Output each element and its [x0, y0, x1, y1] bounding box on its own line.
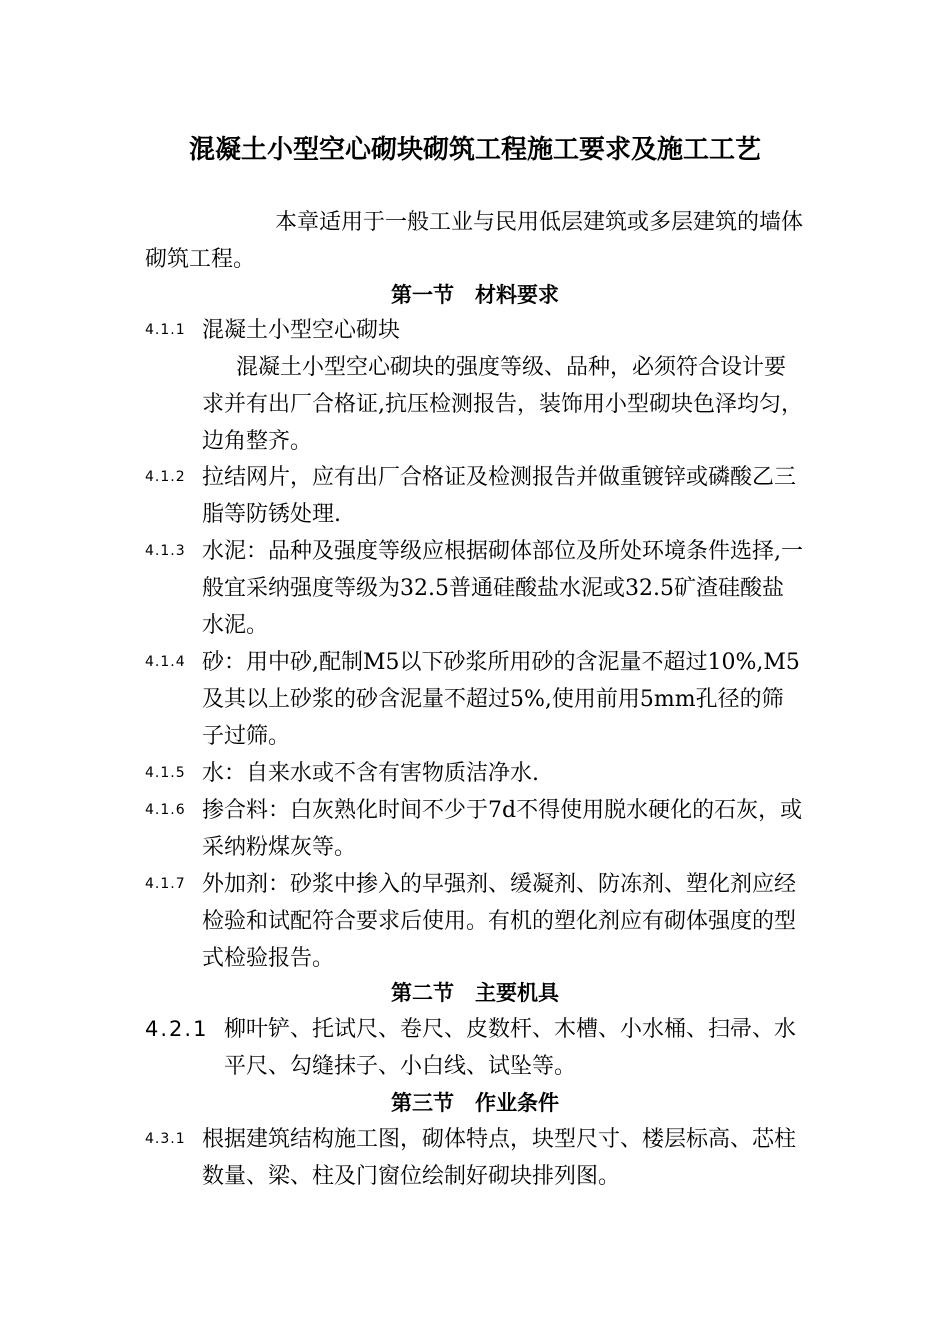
item-subtitle: 混凝土小型空心砌块	[202, 318, 401, 343]
item-text: 水泥：品种及强度等级应根据砌体部位及所处环境条件选择,一般宜采纳强度等级为32.5普通硅酸盐水泥或32.5矿渣硅酸盐水泥。	[202, 539, 803, 638]
list-item-4-1-6	[145, 792, 805, 866]
list-item-4-2-1	[145, 1011, 805, 1085]
list-item-4-1-7	[145, 866, 805, 977]
list-item-4-1-1	[145, 312, 805, 460]
document-title: 混凝土小型空心砌块砌筑工程施工要求及施工工艺	[188, 135, 761, 165]
item-number: 4.1.7	[145, 876, 186, 892]
item-number: 4.1.4	[145, 654, 186, 670]
section-heading-conditions: 第三节 作业条件	[391, 1091, 559, 1115]
list-item-4-1-3	[145, 533, 805, 644]
item-number: 4.1.3	[145, 543, 186, 559]
item-text: 掺合料：白灰熟化时间不少于7d不得使用脱水硬化的石灰，或采纳粉煤灰等。	[202, 798, 803, 860]
list-item-4-1-4	[145, 644, 805, 755]
intro-paragraph: 本章适用于一般工业与民用低层建筑或多层建筑的墙体砌筑工程。	[145, 210, 804, 272]
item-number: 4.1.1	[145, 322, 186, 338]
item-text: 混凝土小型空心砌块的强度等级、品种，必须符合设计要求并有出厂合格证,抗压检测报告，装饰用小型砌块色泽均匀，边角整齐。	[202, 355, 803, 454]
item-text: 拉结网片，应有出厂合格证及检测报告并做重镀锌或磷酸乙三脂等防锈处理.	[202, 465, 797, 527]
section-heading-materials: 第一节 材料要求	[391, 283, 559, 307]
item-text: 砂：用中砂,配制M5以下砂浆所用砂的含泥量不超过10%,M5及其以上砂浆的砂含泥量不超过5%,使用前用5mm孔径的筛子过筛。	[202, 650, 800, 749]
item-number: 4.3.1	[145, 1131, 186, 1147]
item-number: 4.1.5	[145, 765, 186, 781]
section-heading-tools: 第二节 主要机具	[391, 981, 559, 1005]
item-number: 4.1.2	[145, 469, 186, 485]
list-item-4-1-2	[145, 459, 805, 533]
list-item-4-3-1	[145, 1121, 805, 1195]
list-item-4-1-5	[145, 755, 805, 792]
item-number: 4.2.1	[145, 1017, 209, 1041]
item-number: 4.1.6	[145, 802, 186, 818]
item-text: 根据建筑结构施工图，砌体特点，块型尺寸、楼层标高、芯柱数量、梁、柱及门窗位绘制好砌块排列图。	[202, 1127, 797, 1189]
item-text: 柳叶铲、托试尺、卷尺、皮数杆、木槽、小水桶、扫帚、水平尺、勾缝抹子、小白线、试坠等。	[224, 1017, 797, 1079]
item-text: 外加剂：砂浆中掺入的早强剂、缓凝剂、防冻剂、塑化剂应经检验和试配符合要求后使用。有机的塑化剂应有砌体强度的型式检验报告。	[202, 872, 797, 971]
item-text: 水：自来水或不含有害物质洁净水.	[202, 761, 539, 786]
